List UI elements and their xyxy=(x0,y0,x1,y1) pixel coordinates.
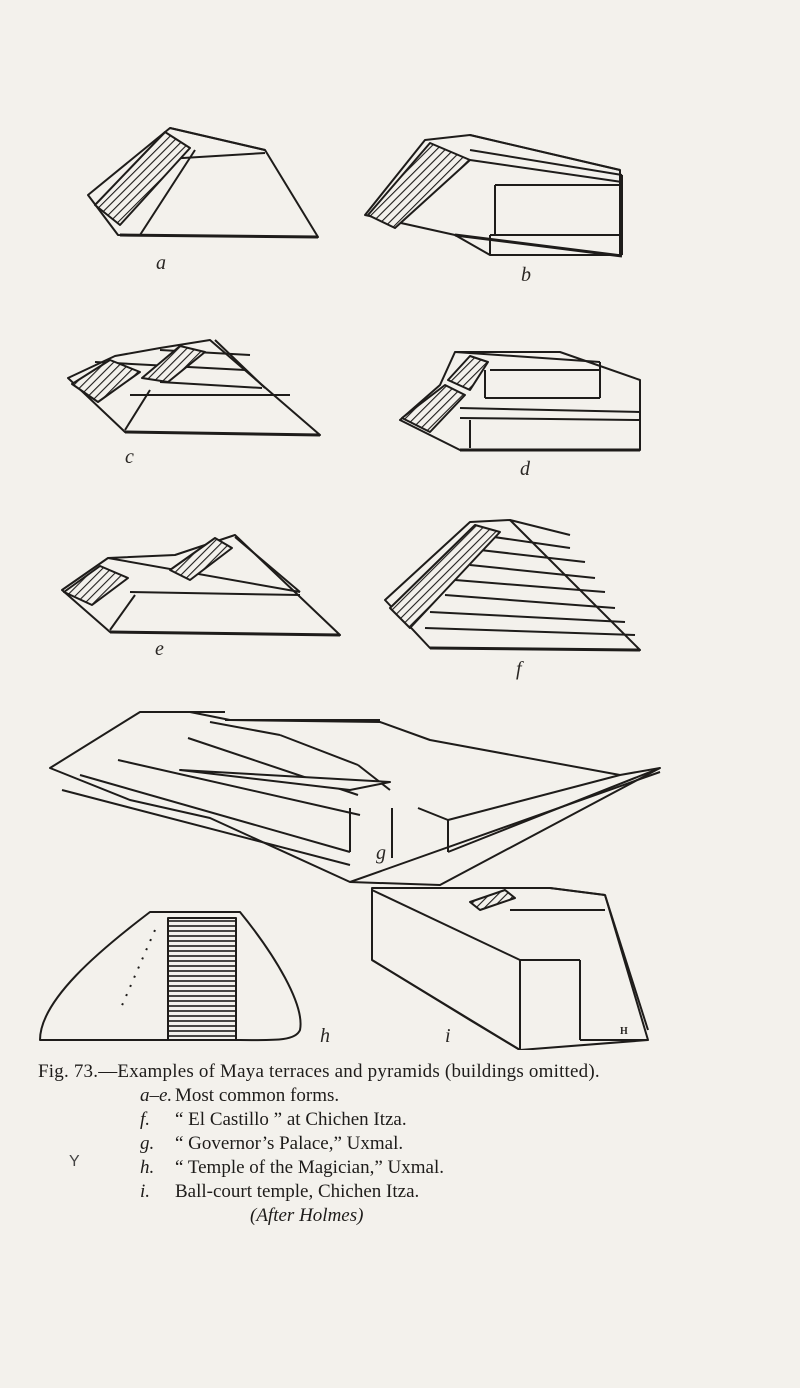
label-f: f xyxy=(516,658,522,680)
label-b: b xyxy=(521,264,531,286)
terrace-i-drawing xyxy=(372,888,648,1050)
terrace-h-drawing xyxy=(40,912,301,1040)
caption-entry-text: “ El Castillo ” at Chichen Itza. xyxy=(175,1109,407,1130)
terrace-c-drawing xyxy=(68,340,320,435)
caption-entry xyxy=(70,1108,770,1132)
caption-entry-key: h. xyxy=(140,1157,155,1178)
label-d: d xyxy=(520,458,530,480)
terrace-d-drawing xyxy=(400,352,640,450)
caption-entry xyxy=(70,1156,770,1180)
caption-credit: (After Holmes) xyxy=(250,1205,364,1226)
caption-title: Fig. 73.—Examples of Maya terraces and pyramids (buildings omitted). xyxy=(38,1061,600,1082)
caption-entry-text: Ball-court temple, Chichen Itza. xyxy=(175,1181,420,1202)
caption-entry-key: a–e. xyxy=(140,1085,173,1106)
label-g: g xyxy=(376,842,386,864)
label-h: h xyxy=(320,1025,330,1047)
terrace-f-drawing xyxy=(385,520,640,650)
terrace-b-drawing xyxy=(365,135,622,256)
page-signature-mark: Y xyxy=(69,1153,80,1170)
terrace-e-drawing xyxy=(62,535,340,635)
label-i: i xyxy=(445,1025,451,1047)
label-a: a xyxy=(156,252,166,274)
caption-entry-key: f. xyxy=(140,1109,151,1130)
figure-caption xyxy=(38,1060,770,1228)
caption-entry xyxy=(70,1132,770,1156)
caption-entry-text: Most common forms. xyxy=(175,1085,340,1106)
caption-entry xyxy=(70,1084,770,1108)
caption-entry-text: “ Governor’s Palace,” Uxmal. xyxy=(175,1133,404,1154)
label-c: c xyxy=(125,446,134,468)
caption-entry xyxy=(70,1180,770,1204)
small-mark: H xyxy=(620,1026,628,1037)
caption-entry-text: “ Temple of the Magician,” Uxmal. xyxy=(175,1157,444,1178)
terrace-g-drawing xyxy=(50,712,660,885)
caption-entry-key: i. xyxy=(140,1181,151,1202)
caption-entry-key: g. xyxy=(140,1133,155,1154)
label-e: e xyxy=(155,638,164,660)
terrace-a-drawing xyxy=(88,128,318,237)
